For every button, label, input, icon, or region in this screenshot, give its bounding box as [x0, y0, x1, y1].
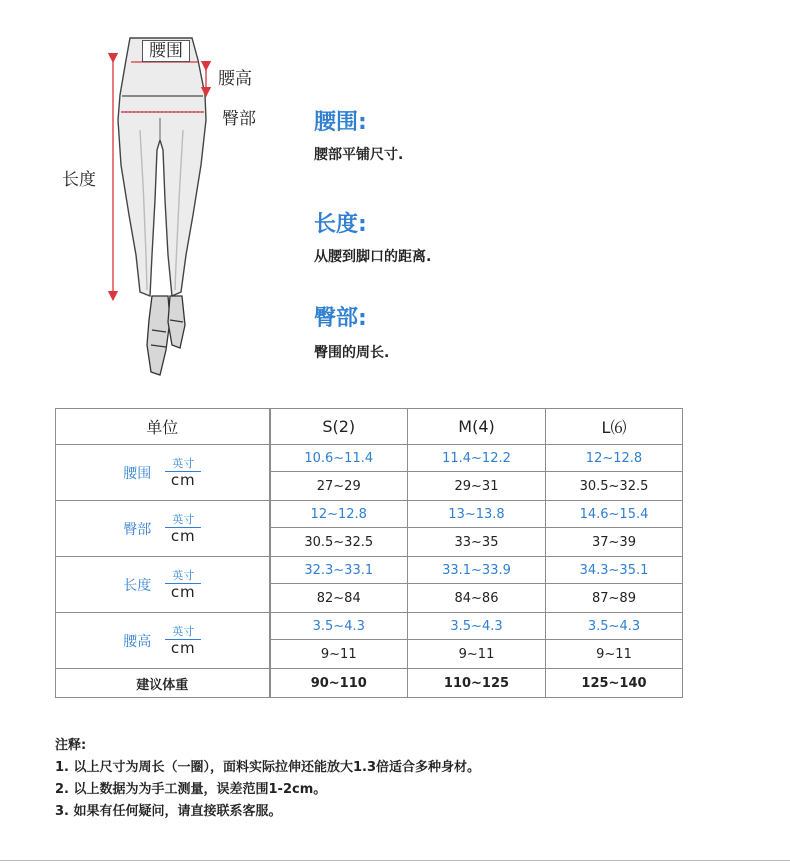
note-item: 1. 以上尺寸为周长（一圈），面料实际拉伸还能放大1.3倍适合多种身材。 [55, 760, 481, 775]
hip-cm-m: 33~35 [408, 528, 546, 557]
table-row [56, 445, 683, 472]
length-figure-label: 长度 [62, 170, 96, 190]
length-cm-m: 84~86 [408, 584, 546, 613]
unit-cm: cm [170, 583, 196, 601]
unit-indicator [165, 513, 201, 544]
rise-cm-m: 9~11 [408, 640, 546, 669]
def-waist-text: 腰部平铺尺寸. [314, 147, 404, 163]
rise-inch-s: 3.5~4.3 [270, 613, 408, 640]
hip-cm-s: 30.5~32.5 [270, 528, 408, 557]
note-item: 3. 如果有任何疑问，请直接联系客服。 [55, 804, 282, 819]
length-inch-m: 33.1~33.9 [408, 557, 546, 584]
table-row [56, 501, 683, 528]
length-inch-l: 34.3~35.1 [546, 557, 683, 584]
weight-l: 125~140 [546, 669, 683, 698]
length-inch-s: 32.3~33.1 [270, 557, 408, 584]
header-size-l: L⑹ [546, 409, 683, 445]
row-name: 长度 [123, 577, 152, 594]
row-name: 腰围 [123, 465, 152, 482]
shoes-drawing [147, 296, 185, 375]
hip-inch-l: 14.6~15.4 [546, 501, 683, 528]
unit-inch: 英寸 [172, 513, 195, 526]
hip-figure-label: 臀部 [222, 109, 256, 129]
row-label-rise [56, 613, 270, 669]
waist-figure-label: 腰围 [142, 40, 190, 62]
row-label-length [56, 557, 270, 613]
bottom-divider [0, 860, 790, 861]
row-name: 臀部 [123, 521, 152, 538]
leggings-drawing [118, 38, 206, 296]
length-cm-s: 82~84 [270, 584, 408, 613]
unit-cm: cm [170, 471, 196, 489]
table-row [56, 613, 683, 640]
waist-cm-s: 27~29 [270, 472, 408, 501]
def-hip-text: 臀围的周长. [314, 345, 390, 361]
header-size-m: M(4) [408, 409, 546, 445]
note-item: 2. 以上数据为为手工测量，误差范围1-2cm。 [55, 782, 327, 797]
waist-cm-l: 30.5~32.5 [546, 472, 683, 501]
rise-cm-s: 9~11 [270, 640, 408, 669]
rise-cm-l: 9~11 [546, 640, 683, 669]
unit-inch: 英寸 [172, 569, 195, 582]
hip-inch-m: 13~13.8 [408, 501, 546, 528]
rise-inch-m: 3.5~4.3 [408, 613, 546, 640]
unit-cm: cm [170, 639, 196, 657]
unit-cm: cm [170, 527, 196, 545]
hip-cm-l: 37~39 [546, 528, 683, 557]
row-name: 腰高 [123, 633, 152, 650]
size-chart-table [55, 408, 683, 698]
table-header-row [56, 409, 683, 445]
waist-inch-l: 12~12.8 [546, 445, 683, 472]
row-label-hip [56, 501, 270, 557]
hip-inch-s: 12~12.8 [270, 501, 408, 528]
weight-label: 建议体重 [56, 669, 270, 698]
length-cm-l: 87~89 [546, 584, 683, 613]
def-waist-title: 腰围: [314, 110, 367, 135]
unit-indicator [165, 625, 201, 656]
table-row [56, 557, 683, 584]
def-length-text: 从腰到脚口的距离. [314, 249, 432, 265]
unit-indicator [165, 457, 201, 488]
def-length-title: 长度: [314, 212, 367, 237]
unit-inch: 英寸 [172, 457, 195, 470]
waist-inch-m: 11.4~12.2 [408, 445, 546, 472]
header-unit: 单位 [56, 409, 270, 445]
notes-section [55, 735, 480, 823]
waist-inch-s: 10.6~11.4 [270, 445, 408, 472]
table-row-weight [56, 669, 683, 698]
row-label-waist [56, 445, 270, 501]
weight-m: 110~125 [408, 669, 546, 698]
weight-s: 90~110 [270, 669, 408, 698]
unit-inch: 英寸 [172, 625, 195, 638]
notes-title: 注释: [55, 738, 87, 753]
header-size-s: S(2) [270, 409, 408, 445]
waist-cm-m: 29~31 [408, 472, 546, 501]
rise-inch-l: 3.5~4.3 [546, 613, 683, 640]
def-hip-title: 臀部: [314, 306, 367, 331]
rise-figure-label: 腰高 [218, 69, 252, 89]
unit-indicator [165, 569, 201, 600]
